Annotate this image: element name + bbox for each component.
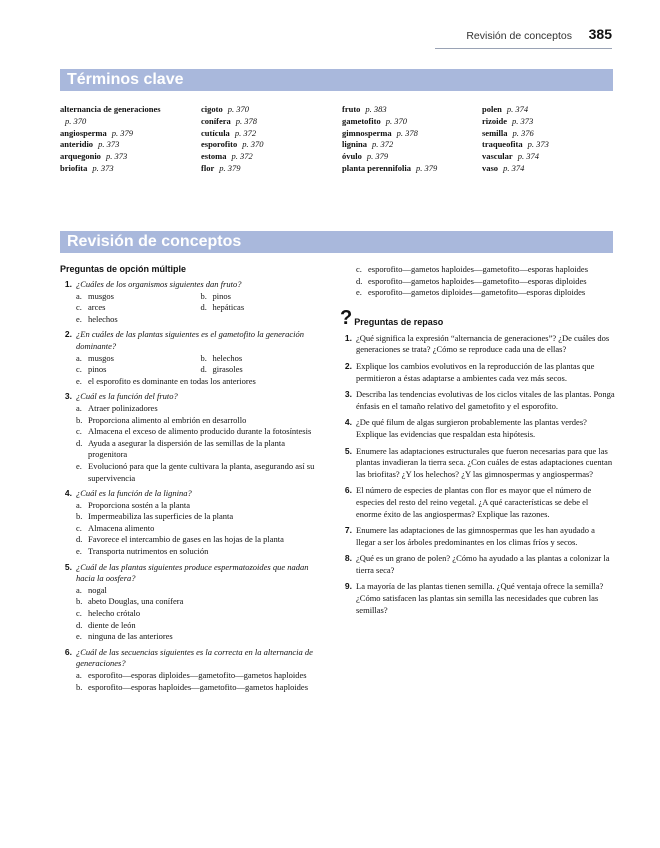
option-letter: c. [76,608,82,619]
option-text: girasoles [212,364,243,375]
option-letter: a. [76,352,82,363]
answer-option [76,546,325,558]
option-letter: c. [76,364,82,375]
option-text: helecho crótalo [88,608,141,619]
key-terms-column [60,104,161,175]
answer-options [76,353,325,388]
key-term-page: p. 383 [365,104,387,114]
answer-option [201,353,326,365]
option-letter: d. [76,619,83,630]
review-question [340,333,615,356]
key-terms-column [482,104,549,175]
key-term [482,163,549,175]
option-letter: a. [76,402,82,413]
key-term [342,151,437,163]
option-letter: b. [76,681,83,692]
multiple-choice-heading: Preguntas de opción múltiple [60,264,187,274]
key-term-page: p. 370 [227,104,249,114]
key-term-name: angiosperma [60,127,107,138]
key-term [342,104,437,116]
question-text: ¿Cuál de las secuencias siguientes es la correcta en la alternancia de generaciones? [76,646,313,669]
header-rule [435,48,612,49]
page-header [0,26,612,46]
question-number: 8. [344,553,352,564]
left-column [60,264,325,697]
key-term-name: vascular [482,151,513,162]
review-question [340,389,615,412]
key-term-page: p. 373 [527,139,549,150]
option-text: Impermeabiliza las superficies de la planta [88,511,234,522]
key-term-name: conífera [201,115,231,126]
question-text: ¿De qué filum de algas surgieron probablemente las plantas verdes? Explique las evidencias que respaldan esta hipótesis. [356,417,587,439]
key-term [201,116,263,128]
key-term-page: p. 374 [517,151,539,162]
option-letter: d. [356,275,363,286]
question-number: 2. [64,329,72,340]
option-text: Transporta nutrimentos en solución [88,546,209,557]
key-term-page: p. 372 [234,127,257,138]
option-text: Almacena alimento [88,522,155,533]
option-letter: b. [76,511,83,522]
answer-options [76,670,325,693]
key-term-name: semilla [482,127,508,138]
answer-option [76,415,325,427]
answer-option [76,500,325,512]
key-term-page: p. 379 [416,162,438,173]
option-text: hepáticas [212,302,245,313]
option-text: helechos [212,352,243,363]
review-question [340,361,615,384]
option-letter: b. [76,596,83,607]
option-letter: d. [200,302,207,313]
key-term-name: gametofito [342,115,381,126]
key-term-page: p. 373 [98,139,120,150]
key-term-page: p. 379 [111,127,133,138]
option-letter: e. [76,546,82,557]
answer-option [76,353,201,365]
key-term-page: p. 373 [105,151,128,162]
mc-question-stem [60,647,325,670]
key-term-name: alternancia de generaciones [60,104,161,114]
review-question [340,553,615,576]
question-text: Describa las tendencias evolutivas de los ciclos vitales de las plantas. Ponga énfasis en el tamaño relativo del gametofito y el esporofito. [356,389,615,411]
review-question [340,417,615,440]
key-term-name: flor [201,162,215,173]
option-text: esporofito—gametos diploides—gametofito—esporas diploides [368,287,586,298]
key-term [60,139,161,151]
key-term [201,163,263,175]
question-mark-icon: ? [340,306,353,329]
mc-question-stem [60,279,325,291]
key-term-name: cutícula [201,127,230,138]
option-letter: e. [356,287,362,298]
key-term [482,116,549,128]
concept-review-heading: Revisión de conceptos [60,231,613,253]
answer-option [76,376,325,388]
question-text: ¿Cuál es la función de la lignina? [76,488,192,499]
answer-option [76,523,325,535]
option-letter: d. [200,364,207,375]
answer-option [76,426,325,438]
option-text: Almacena el exceso de alimento producido durante la fotosíntesis [88,426,312,437]
key-term-page: p. 379 [366,151,389,162]
question-text: ¿Qué es un grano de polen? ¿Cómo ha ayudado a las plantas a colonizar la tierra seca? [356,553,610,575]
question-text: La mayoría de las plantas tienen semilla. ¿Qué ventaja ofrece la semilla? ¿Cómo satisfacen las plantas sin semilla las necesidades que cubren las semillas? [356,581,604,615]
question-text: ¿Cuál es la función del fruto? [76,391,178,402]
answer-option [76,314,201,326]
option-text: arces [88,302,106,313]
question-text: ¿Cuáles de los organismos siguientes dan fruto? [76,279,242,289]
answer-option [201,364,326,376]
option-text: musgos [88,290,114,301]
option-letter: a. [76,670,82,680]
option-text: abeto Douglas, una conífera [88,596,184,607]
question-text: Enumere las adaptaciones estructurales que fueron necesarias para que las plantas invadieran la tierra seca. ¿Con cuáles de estas adaptaciones cuentan las briofitas? ¿Y los helechos? ¿Y las gimnospermas y angiospermas? [356,445,613,479]
key-term-name: estoma [201,151,227,162]
option-text: esporofito—esporas haploides—gametofito—gametos haploides [88,681,309,692]
key-term [482,128,549,140]
question-number: 4. [64,488,72,499]
key-term [482,104,549,116]
key-terms-column [201,104,263,175]
question-number: 1. [64,279,72,289]
option-text: Ayuda a asegurar la dispersión de las semillas de la planta progenitora [88,437,286,460]
key-term [201,128,263,140]
answer-option [76,511,325,523]
option-letter: b. [200,290,207,301]
key-term [201,151,263,163]
option-letter: c. [76,426,82,437]
mc-question-stem [60,329,325,352]
key-term-page: p. 370 [385,115,407,126]
question-6-continued-options [356,264,615,299]
option-text: pinos [88,364,107,375]
key-term-name: esporofito [201,139,238,150]
option-letter: d. [76,437,83,448]
question-number: 9. [344,581,352,592]
key-term [201,104,263,116]
answer-option [76,682,325,694]
question-text: ¿En cuáles de las plantas siguientes es el gametofito la generación dominante? [76,329,305,351]
key-term-page: p. 379 [219,162,241,173]
option-letter: e. [76,460,82,471]
key-term-name: rizoide [482,115,508,126]
option-letter: c. [356,264,362,274]
question-number: 1. [344,332,352,343]
review-questions-heading: Preguntas de repaso [354,316,444,327]
option-letter: e. [76,375,82,386]
question-number: 3. [64,391,72,402]
question-number: 5. [344,445,352,456]
key-terms-column [342,104,437,175]
answer-option [76,585,325,597]
mc-question [60,329,325,387]
review-questions-list [340,333,615,616]
key-term-name: planta perennifolia [342,162,412,173]
option-text: musgos [88,352,114,363]
key-term-name: óvulo [342,151,362,162]
answer-option [76,596,325,608]
key-term-name: vaso [482,162,499,173]
answer-option [76,461,325,484]
key-term-name: arquegonio [60,151,101,162]
key-term-page: p. 373 [512,115,534,126]
mc-question [60,279,325,325]
answer-option [201,291,326,303]
answer-option [356,264,615,276]
option-letter: c. [76,302,82,313]
mc-question-stem [60,488,325,500]
option-letter: e. [76,313,82,324]
question-text: ¿Cuál de las plantas siguientes produce espermatozoides que nadan hacia la oosfera? [76,561,309,584]
option-text: el esporofito es dominante en todas los anteriores [88,375,256,386]
answer-options [76,291,325,326]
mc-question [60,488,325,558]
option-text: Proporciona alimento al embrión en desarrollo [88,414,247,425]
key-term-page: p. 372 [231,151,253,162]
option-text: esporofito—gametos haploides—gametofito—esporas diploides [368,275,587,286]
question-number: 4. [344,417,352,428]
key-term [60,104,161,128]
key-term-name: gimnosperma [342,127,392,138]
answer-option [76,620,325,632]
multiple-choice-list [60,279,325,693]
key-term-name: fruto [342,104,361,114]
key-term-page: p. 378 [396,127,418,138]
key-terms-heading: Términos clave [60,69,613,91]
key-term-name: polen [482,104,502,114]
review-question [340,446,615,481]
option-text: Evolucionó para que la gente cultivara la planta, asegurando así su supervivencia [88,460,315,483]
option-text: esporofito—gametos haploides—gametofito—esporas haploides [368,264,589,274]
review-question [340,581,615,616]
option-letter: c. [76,522,82,533]
answer-options [76,403,325,484]
question-number: 6. [64,646,72,657]
question-text: El número de especies de plantas con flor es mayor que el número de especies del resto del reino vegetal. ¿A qué características se debe el enorme éxito de las angiospermas? Explique las razones. [356,485,592,519]
key-term-name: briofita [60,162,88,173]
key-term [60,151,161,163]
key-term-name: cigoto [201,104,223,114]
review-question [340,525,615,548]
answer-option [356,276,615,288]
key-term-name: traqueofita [482,139,523,150]
option-text: Favorece el intercambio de gases en las hojas de la planta [88,534,284,545]
answer-option [76,631,325,643]
mc-question-stem [60,391,325,403]
option-letter: b. [200,352,207,363]
answer-option [356,287,615,299]
option-text: esporofito—esporas diploides—gametofito—gametos haploides [88,670,307,680]
key-term [482,151,549,163]
key-term [342,116,437,128]
answer-option [76,438,325,461]
option-text: nogal [88,584,107,595]
mc-question-stem [60,562,325,585]
key-term-page: p. 374 [506,104,529,114]
option-text: Proporciona sostén a la planta [88,499,190,510]
question-text: Explique los cambios evolutivos en la reproducción de las plantas que permitieron a éstas adaptarse a ambientes cada vez más secos. [356,360,595,383]
running-title: Revisión de conceptos [466,30,572,42]
option-text: diente de león [88,619,136,630]
mc-question [60,391,325,484]
key-term-name: anteridio [60,139,94,150]
answer-option [201,302,326,314]
option-letter: b. [76,414,83,425]
option-text: Atraer polinizadores [88,402,158,413]
key-term-page: p. 373 [92,162,114,173]
key-term-page: p. 374 [503,162,525,173]
question-number: 3. [344,389,352,400]
answer-option [76,291,201,303]
option-letter: a. [76,499,82,510]
question-number: 2. [344,360,352,371]
option-letter: a. [76,290,82,301]
mc-question [60,647,325,693]
key-term [482,139,549,151]
answer-options [76,500,325,558]
answer-option [76,534,325,546]
answer-option [76,608,325,620]
key-term [342,163,437,175]
option-text: ninguna de las anteriores [88,631,173,642]
page-number: 385 [588,26,612,42]
key-term [60,128,161,140]
option-letter: d. [76,534,83,545]
key-term [60,163,161,175]
key-term [201,139,263,151]
question-number: 5. [64,561,72,572]
answer-option [76,364,201,376]
mc-question [60,562,325,643]
question-number: 7. [344,525,352,536]
question-number: 6. [344,485,352,496]
review-question [340,485,615,520]
answer-option [76,302,201,314]
review-questions-header [340,306,615,329]
key-term-name: lignina [342,139,368,150]
option-text: pinos [212,290,231,301]
option-letter: a. [76,584,82,595]
answer-options [76,585,325,643]
key-term-page: p. 378 [235,115,257,126]
question-text: Enumere las adaptaciones de las gimnospermas que les han ayudado a llegar a ser los árboles predominantes en los climas fríos y secos. [356,525,595,547]
option-letter: e. [76,631,82,642]
key-term [342,128,437,140]
key-term-page: p. 370 [65,115,87,126]
answer-option [76,403,325,415]
right-column [340,264,615,621]
key-term-page: p. 372 [372,139,394,150]
question-text: ¿Qué significa la expresión “alternancia de generaciones”? ¿De cuáles dos generaciones se trata? ¿Cómo se reproduce cada una de ellas? [356,332,610,355]
option-text: helechos [88,313,118,324]
answer-option [76,670,325,682]
key-term-page: p. 370 [242,139,264,150]
key-term [342,139,437,151]
key-term-page: p. 376 [512,127,534,138]
